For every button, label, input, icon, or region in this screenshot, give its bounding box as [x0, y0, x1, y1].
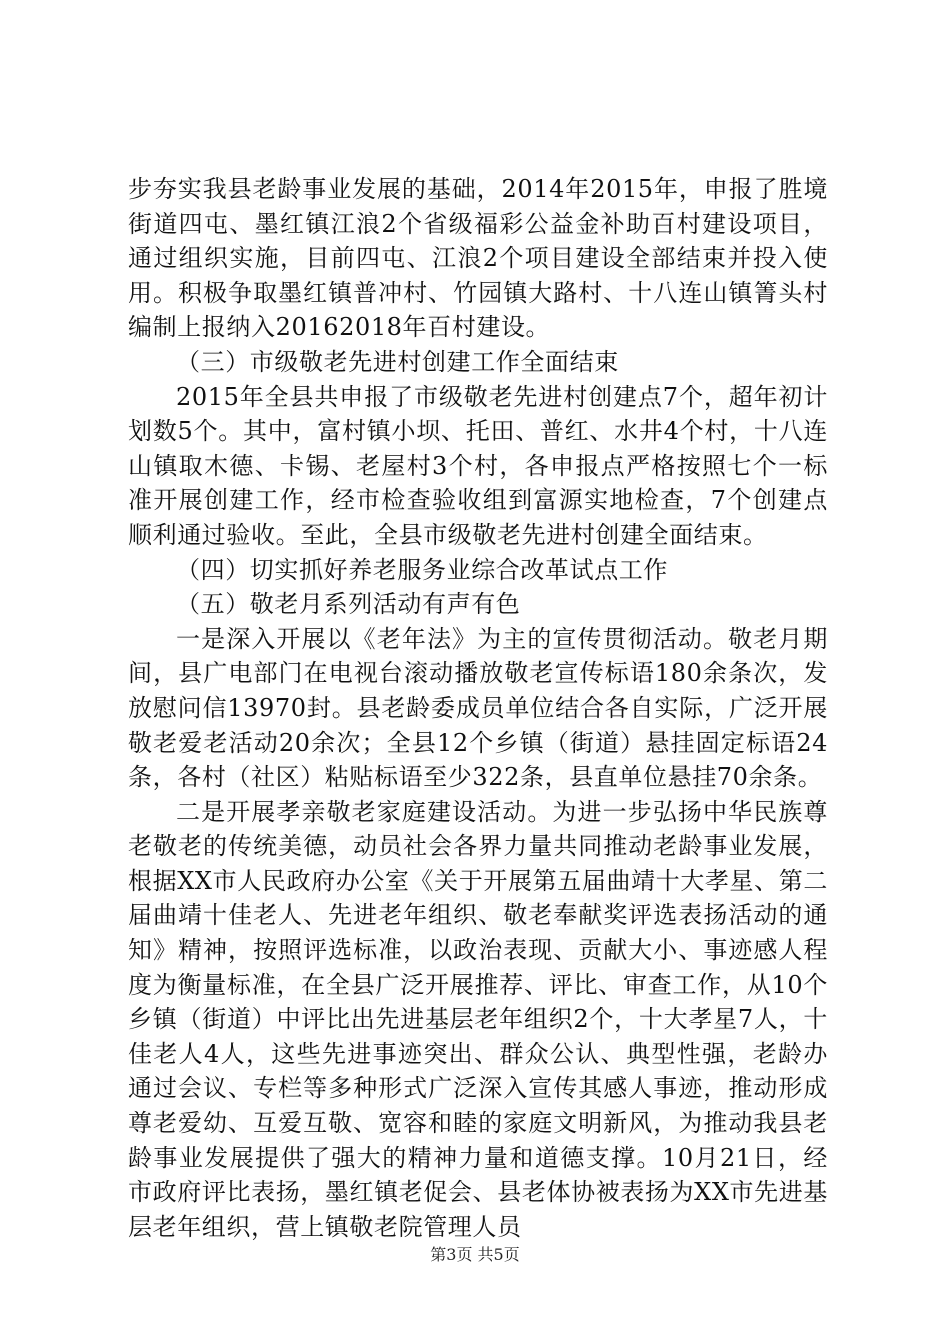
paragraph-family-building: 二是开展孝亲敬老家庭建设活动。为进一步弘扬中华民族尊老敬老的传统美德，动员社会各界力量共同推动老龄事业发展，根据XX市人民政府办公室《关于开展第五届曲靖十大孝星、第二届曲靖十佳老人、先进老年组织、敬老奉献奖评选表扬活动的通知》精神，按照评选标准，以政治表现、贡献大小、事迹感人程度为衡量标准，在全县广泛开展推荐、评比、审查工作，从10个乡镇（街道）中评比出先进基层老年组织2个，十大孝星7人，十佳老人4人，这些先进事迹突出、群众公认、典型性强，老龄办通过会议、专栏等多种形式广泛深入宣传其感人事迹，推动形成尊老爱幼、互爱互敬、宽容和睦的家庭文明新风，为推动我县老龄事业发展提供了强大的精神力量和道德支撑。10月21日，经市政府评比表扬，墨红镇老促会、县老体协被表扬为XX市先进基层老年组织，营上镇敬老院管理人员	[128, 797, 828, 1241]
paragraph-continued: 步夯实我县老龄事业发展的基础，2014年2015年，申报了胜境街道四屯、墨红镇江浪2个省级福彩公益金补助百村建设项目，通过组织实施，目前四屯、江浪2个项目建设全部结束并投入使用。积极争取墨红镇普冲村、竹园镇大路村、十八连山镇箐头村编制上报纳入20162018年百村建设。	[128, 175, 828, 342]
document-body	[128, 172, 828, 1244]
section-heading-5: （五）敬老月系列活动有声有色	[176, 590, 521, 619]
paragraph-village-creation: 2015年全县共申报了市级敬老先进村创建点7个，超年初计划数5个。其中，富村镇小坝、托田、普红、水井4个村，十八连山镇取木德、卡锡、老屋村3个村，各申报点严格按照七个一标准开展创建工作，经市检查验收组到富源实地检查，7个创建点顺利通过验收。至此，全县市级敬老先进村创建全面结束。	[128, 382, 828, 549]
section-heading-3: （三）市级敬老先进村创建工作全面结束	[176, 347, 619, 376]
page-number-footer: 第3页 共5页	[430, 1245, 520, 1264]
section-heading-4: （四）切实抓好养老服务业综合改革试点工作	[176, 555, 668, 584]
paragraph-publicity: 一是深入开展以《老年法》为主的宣传贯彻活动。敬老月期间，县广电部门在电视台滚动播放敬老宣传标语180余条次，发放慰问信13970封。县老龄委成员单位结合各自实际，广泛开展敬老爱老活动20余次；全县12个乡镇（街道）悬挂固定标语24条，各村（社区）粘贴标语至少322条，县直单位悬挂70余条。	[128, 624, 828, 792]
